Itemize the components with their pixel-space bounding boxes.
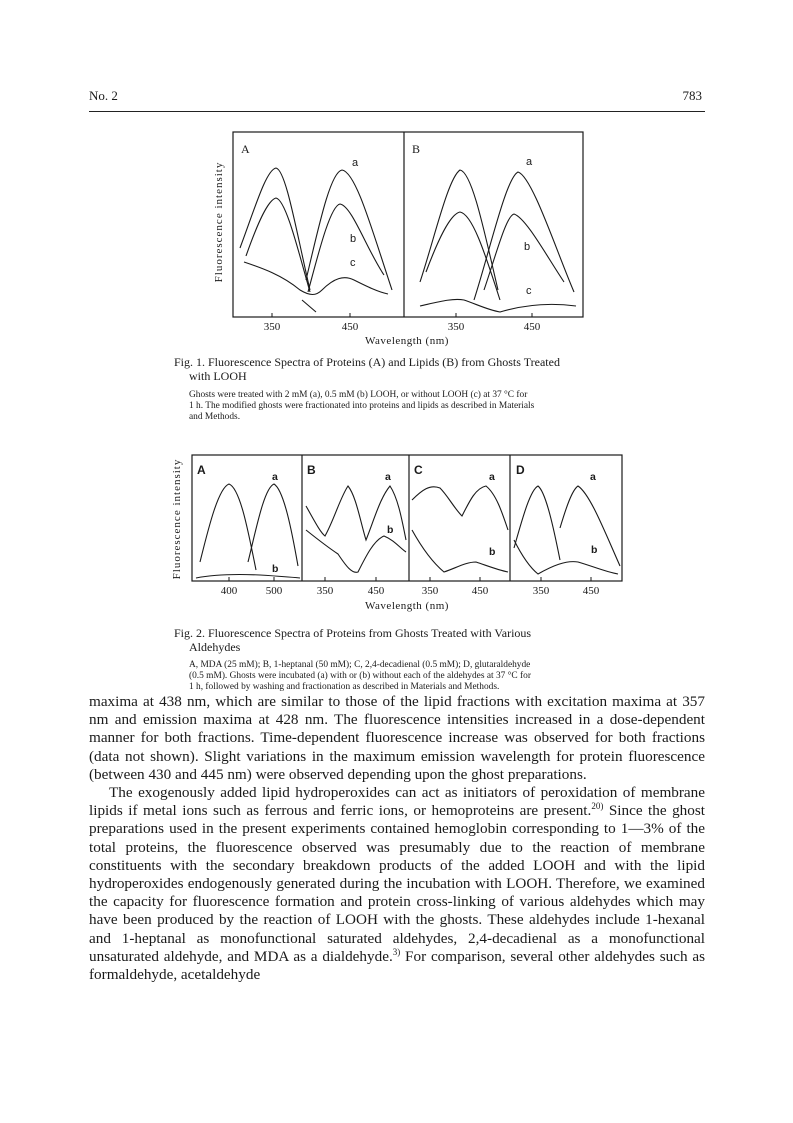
fig2-panel-label-B: B bbox=[307, 463, 316, 477]
fig2-panel-label-A: A bbox=[197, 463, 206, 477]
fig2-tick-label: 450 bbox=[582, 585, 600, 597]
fig1-note-line1: Ghosts were treated with 2 mM (a), 0.5 mM (b) LOOH, or without LOOH (c) at 37 °C for bbox=[189, 390, 528, 400]
body-paragraph-2-part2: Since the ghost preparations used in the present experiments contained hemoglobin corresponding to 1—3% of the total proteins, the fluorescence observed was presumably due to the reaction of membrane constituents with the secondary breakdown products of the added LOOH and with the lipid hydroperoxides endogenously generated during the incubation with LOOH. Therefore, we examined the capacity for fluorescence formation and protein cross-linking of various aldehydes which may have been produced by the reaction of LOOH with the ghosts. These aldehydes include 1-hexanal and 1-heptanal as monofunctional saturated aldehydes, 2,4-decadienal as a monofunctional unsaturated aldehyde, and MDA as a dialdehyde. bbox=[89, 802, 705, 965]
fig1B-curve-c bbox=[420, 299, 576, 312]
fig2-tick-label: 450 bbox=[367, 585, 385, 597]
fig1-ticks bbox=[272, 313, 532, 317]
fig2-tick-label: 350 bbox=[532, 585, 550, 597]
fig2C-label-a: a bbox=[489, 471, 495, 483]
fig1A-curve-a-peak1 bbox=[240, 168, 310, 290]
body-paragraph-2-part1: The exogenously added lipid hydroperoxides can act as initiators of peroxidation of membrane lipids if metal ions such as ferrous and ferric ions, or hemoproteins are present. bbox=[89, 784, 705, 820]
fig2D-curve-a-peak2 bbox=[560, 486, 620, 566]
fig2-panel-label-D: D bbox=[516, 463, 525, 477]
fig1-tick-label: 450 bbox=[523, 321, 541, 333]
fig2A-label-a: a bbox=[272, 471, 278, 483]
reference-3: 3) bbox=[392, 946, 401, 957]
fig2-tick-label: 350 bbox=[421, 585, 439, 597]
fig1A-curve-c-tail bbox=[302, 300, 316, 312]
fig2-panel-label-C: C bbox=[414, 463, 423, 477]
fig2-note-line1: A, MDA (25 mM); B, 1-heptanal (50 mM); C, 2,4-decadienal (0.5 mM); D, glutaraldehyde bbox=[189, 660, 531, 670]
fig1-note-line3: and Methods. bbox=[189, 412, 241, 422]
fig2A-label-b: b bbox=[272, 563, 279, 575]
fig2-text bbox=[171, 459, 600, 612]
fig2B-label-a: a bbox=[385, 471, 391, 483]
body-paragraph-2 bbox=[89, 784, 705, 984]
fig1-tick-label: 450 bbox=[341, 321, 359, 333]
fig2C-curve-a bbox=[412, 486, 508, 530]
fig2-tick-label: 500 bbox=[265, 585, 283, 597]
running-header-journal-number: No. 2 bbox=[89, 88, 118, 103]
fig1B-label-c: c bbox=[526, 285, 532, 297]
fig1B-label-b: b bbox=[524, 241, 531, 253]
fig2-frame bbox=[192, 455, 622, 581]
fig1B-curve-a-peak2 bbox=[474, 172, 574, 300]
fig1-caption-line2: with LOOH bbox=[189, 369, 247, 383]
fig2A-curve-a-peak1 bbox=[200, 484, 256, 570]
fig2D-curve-a bbox=[514, 486, 560, 560]
fig2D-curve-b bbox=[514, 540, 618, 574]
fig2D-label-b: b bbox=[591, 544, 598, 556]
figure-2 bbox=[192, 455, 622, 581]
fig1B-curve-a-peak1 bbox=[420, 170, 498, 290]
body-paragraph-2-part3: For comparison, several other aldehydes such as formaldehyde, acetaldehyde bbox=[89, 947, 705, 984]
fig1A-curve-b-peak2 bbox=[308, 204, 384, 292]
fig2-tick-label: 350 bbox=[316, 585, 334, 597]
body-paragraph-1: maxima at 438 nm, which are similar to those of the lipid fractions with excitation maxima at 357 nm and emission maxima at 428 nm. The fluorescence intensities increased in a dose-dependent manner for both fractions. Time-dependent fluorescence increase was observed for both fractions (data not shown). Slight variations in the maximum emission wavelength for protein fluorescence (between 430 and 445 nm) were observed depending upon the ghost preparations. bbox=[89, 693, 705, 783]
body-text bbox=[89, 693, 705, 984]
page-number: 783 bbox=[682, 88, 702, 103]
fig2-tick-label: 400 bbox=[220, 585, 238, 597]
fig1-tick-label: 350 bbox=[263, 321, 281, 333]
fig1A-curve-a-peak2 bbox=[306, 170, 392, 290]
fig1-panel-label-B: B bbox=[412, 142, 421, 156]
fig1-note-line2: 1 h. The modified ghosts were fractionated into proteins and lipids as described in Materials bbox=[189, 401, 535, 411]
fig2A-curve-a-peak2 bbox=[248, 484, 298, 566]
fig2-note-line2: (0.5 mM). Ghosts were incubated (a) with or (b) without each of the aldehydes at 37 °C for bbox=[189, 671, 531, 681]
fig2-x-axis-label: Wavelength (nm) bbox=[365, 600, 449, 612]
fig1-panel-label-A: A bbox=[241, 142, 250, 156]
reference-20: 20) bbox=[591, 801, 604, 812]
fig2A-curve-b bbox=[196, 574, 300, 578]
fig2-caption-line1: Fig. 2. Fluorescence Spectra of Proteins from Ghosts Treated with Various bbox=[174, 626, 532, 640]
fig1A-curve-c bbox=[244, 262, 388, 295]
fig1-tick-label: 350 bbox=[447, 321, 465, 333]
fig1-y-axis-label: Fluorescence intensity bbox=[213, 161, 225, 283]
fig1-caption-line1: Fig. 1. Fluorescence Spectra of Proteins (A) and Lipids (B) from Ghosts Treated bbox=[174, 355, 560, 369]
fig2-note-line3: 1 h, followed by washing and fractionation as described in Materials and Methods. bbox=[189, 682, 500, 692]
fig2-tick-label: 450 bbox=[471, 585, 489, 597]
fig1A-label-a: a bbox=[352, 157, 359, 169]
fig1A-label-c: c bbox=[350, 257, 356, 269]
fig2B-label-b: b bbox=[387, 524, 394, 536]
fig1A-label-b: b bbox=[350, 233, 357, 245]
fig2-y-axis-label: Fluorescence intensity bbox=[171, 458, 183, 580]
fig1B-label-a: a bbox=[526, 156, 533, 168]
fig2D-label-a: a bbox=[590, 471, 596, 483]
fig1-x-axis-label: Wavelength (nm) bbox=[365, 335, 449, 347]
fig2C-label-b: b bbox=[489, 546, 496, 558]
fig2-caption-line2: Aldehydes bbox=[189, 640, 241, 654]
fig2B-curve-b bbox=[306, 530, 406, 572]
